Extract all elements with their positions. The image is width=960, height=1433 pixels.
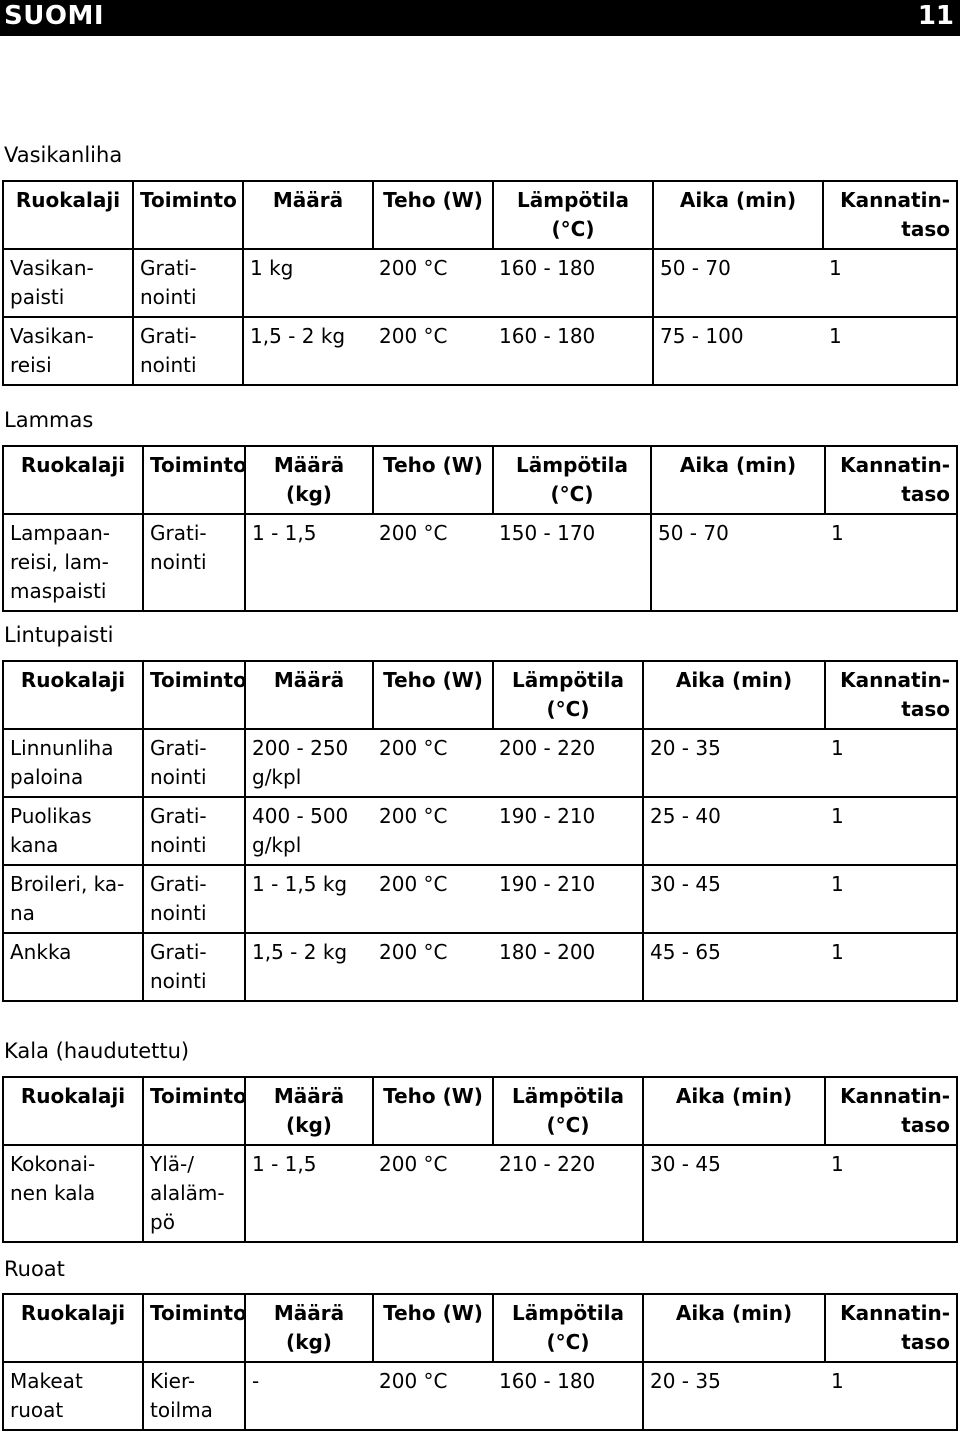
header-ruokalaji: Ruokalaji: [3, 661, 143, 729]
header-teho: Teho (W): [373, 181, 493, 249]
header-aika: Aika (min): [653, 181, 823, 249]
cell-kannatintaso: 1: [825, 1145, 957, 1242]
page-header: [0, 0, 960, 36]
cell-ruokalaji: Makeat ruoat: [3, 1362, 143, 1430]
header-kannatintaso: Kannatin- taso: [825, 661, 957, 729]
header-aika: Aika (min): [643, 1077, 825, 1145]
header-toiminto: Toiminto: [143, 661, 245, 729]
cell-toiminto: Grati- nointi: [133, 249, 243, 317]
cell-kannatintaso: 1: [825, 797, 957, 865]
header-teho: Teho (W): [373, 1077, 493, 1145]
cell-kannatintaso: 1: [825, 729, 957, 797]
header-ruokalaji: Ruokalaji: [3, 1294, 143, 1362]
cell-aika: 50 - 70: [653, 249, 823, 317]
header-aika: Aika (min): [643, 1294, 825, 1362]
cell-lampotila: 160 - 180: [493, 1362, 643, 1430]
header-lampotila: Lämpötila (°C): [493, 1294, 643, 1362]
cell-teho: 200 °C: [373, 249, 493, 317]
header-maara: Määrä (kg): [245, 446, 373, 514]
table-row: [3, 729, 957, 797]
table-header-row: [3, 446, 957, 514]
table-kala: [2, 1076, 958, 1243]
table-row: [3, 317, 957, 385]
cell-ruokalaji: Kokonai- nen kala: [3, 1145, 143, 1242]
cell-ruokalaji: Vasikan- paisti: [3, 249, 133, 317]
table-ruoat: [2, 1293, 958, 1431]
header-teho: Teho (W): [373, 661, 493, 729]
cell-teho: 200 °C: [373, 933, 493, 1001]
cell-ruokalaji: Vasikan- reisi: [3, 317, 133, 385]
cell-kannatintaso: 1: [825, 865, 957, 933]
cell-aika: 30 - 45: [643, 1145, 825, 1242]
cell-toiminto: Grati- nointi: [133, 317, 243, 385]
cell-lampotila: 190 - 210: [493, 865, 643, 933]
cell-kannatintaso: 1: [825, 933, 957, 1001]
table-vasikanliha: [2, 180, 958, 386]
cell-maara: 1,5 - 2 kg: [243, 317, 373, 385]
cell-lampotila: 180 - 200: [493, 933, 643, 1001]
header-maara: Määrä (kg): [245, 1077, 373, 1145]
cell-maara: 1,5 - 2 kg: [245, 933, 373, 1001]
page-number: 11: [917, 1, 954, 31]
cell-teho: 200 °C: [373, 317, 493, 385]
cell-kannatintaso: 1: [823, 317, 957, 385]
header-toiminto: Toiminto: [143, 1294, 245, 1362]
cell-toiminto: Kier- toilma: [143, 1362, 245, 1430]
table-header-row: [3, 661, 957, 729]
cell-toiminto: Grati- nointi: [143, 729, 245, 797]
header-teho: Teho (W): [373, 1294, 493, 1362]
cell-aika: 50 - 70: [651, 514, 825, 611]
cell-lampotila: 210 - 220: [493, 1145, 643, 1242]
header-aika: Aika (min): [643, 661, 825, 729]
header-toiminto: Toiminto: [143, 446, 245, 514]
cell-aika: 20 - 35: [643, 1362, 825, 1430]
header-ruokalaji: Ruokalaji: [3, 446, 143, 514]
header-lampotila: Lämpötila (°C): [493, 446, 651, 514]
cell-toiminto: Ylä-/ alaläm- pö: [143, 1145, 245, 1242]
section-title-kala: Kala (haudutettu): [4, 1039, 190, 1063]
cell-maara: 1 kg: [243, 249, 373, 317]
header-kannatintaso: Kannatin- taso: [825, 1294, 957, 1362]
table-row: [3, 933, 957, 1001]
cell-aika: 75 - 100: [653, 317, 823, 385]
cell-teho: 200 °C: [373, 797, 493, 865]
cell-kannatintaso: 1: [823, 249, 957, 317]
table-row: [3, 514, 957, 611]
section-title-ruoat: Ruoat: [4, 1257, 65, 1281]
cell-aika: 20 - 35: [643, 729, 825, 797]
header-maara: Määrä: [245, 661, 373, 729]
table-header-row: [3, 181, 957, 249]
header-kannatintaso: Kannatin- taso: [825, 1077, 957, 1145]
cell-ruokalaji: Lampaan- reisi, lam- maspaisti: [3, 514, 143, 611]
header-maara: Määrä (kg): [245, 1294, 373, 1362]
cell-teho: 200 °C: [373, 514, 493, 611]
table-row: [3, 797, 957, 865]
header-kannatintaso: Kannatin- taso: [823, 181, 957, 249]
cell-lampotila: 190 - 210: [493, 797, 643, 865]
cell-maara: 1 - 1,5 kg: [245, 865, 373, 933]
header-lampotila: Lämpötila (°C): [493, 661, 643, 729]
table-lintupaisti: [2, 660, 958, 1002]
cell-ruokalaji: Broileri, ka- na: [3, 865, 143, 933]
cell-maara: 200 - 250 g/kpl: [245, 729, 373, 797]
cell-teho: 200 °C: [373, 865, 493, 933]
header-aika: Aika (min): [651, 446, 825, 514]
table-header-row: [3, 1294, 957, 1362]
header-lampotila: Lämpötila (°C): [493, 181, 653, 249]
table-header-row: [3, 1077, 957, 1145]
cell-toiminto: Grati- nointi: [143, 865, 245, 933]
cell-maara: 1 - 1,5: [245, 1145, 373, 1242]
section-title-lammas: Lammas: [4, 408, 94, 432]
header-toiminto: Toiminto: [143, 1077, 245, 1145]
cell-lampotila: 150 - 170: [493, 514, 651, 611]
header-ruokalaji: Ruokalaji: [3, 181, 133, 249]
cell-toiminto: Grati- nointi: [143, 514, 245, 611]
cell-teho: 200 °C: [373, 729, 493, 797]
cell-aika: 25 - 40: [643, 797, 825, 865]
cell-aika: 30 - 45: [643, 865, 825, 933]
cell-teho: 200 °C: [373, 1362, 493, 1430]
header-toiminto: Toiminto: [133, 181, 243, 249]
cell-toiminto: Grati- nointi: [143, 797, 245, 865]
cell-ruokalaji: Puolikas kana: [3, 797, 143, 865]
cell-aika: 45 - 65: [643, 933, 825, 1001]
table-row: [3, 865, 957, 933]
cell-maara: 400 - 500 g/kpl: [245, 797, 373, 865]
table-row: [3, 249, 957, 317]
cell-maara: 1 - 1,5: [245, 514, 373, 611]
cell-kannatintaso: 1: [825, 514, 957, 611]
cell-ruokalaji: Linnunliha paloina: [3, 729, 143, 797]
table-lammas: [2, 445, 958, 612]
cell-kannatintaso: 1: [825, 1362, 957, 1430]
cell-lampotila: 160 - 180: [493, 317, 653, 385]
header-ruokalaji: Ruokalaji: [3, 1077, 143, 1145]
header-maara: Määrä: [243, 181, 373, 249]
cell-lampotila: 200 - 220: [493, 729, 643, 797]
header-lampotila: Lämpötila (°C): [493, 1077, 643, 1145]
table-row: [3, 1145, 957, 1242]
table-row: [3, 1362, 957, 1430]
header-kannatintaso: Kannatin- taso: [825, 446, 957, 514]
cell-teho: 200 °C: [373, 1145, 493, 1242]
cell-toiminto: Grati- nointi: [143, 933, 245, 1001]
section-title-vasikanliha: Vasikanliha: [4, 143, 123, 167]
cell-lampotila: 160 - 180: [493, 249, 653, 317]
section-title-lintupaisti: Lintupaisti: [4, 623, 114, 647]
language-label: SUOMI: [4, 1, 104, 31]
cell-ruokalaji: Ankka: [3, 933, 143, 1001]
header-teho: Teho (W): [373, 446, 493, 514]
cell-maara: -: [245, 1362, 373, 1430]
